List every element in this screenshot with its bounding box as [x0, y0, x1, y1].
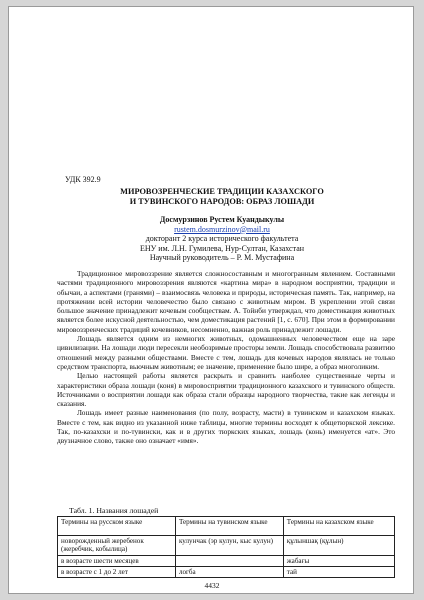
author-block [49, 215, 395, 263]
table-cell: логба [175, 566, 283, 577]
author-affiliation: ЕНУ им. Л.Н. Гумилева, Нур-Султан, Казахстан [139, 243, 305, 253]
udk-code: УДК 392.9 [65, 175, 101, 184]
table-caption: Табл. 1. Названия лошадей [69, 506, 159, 515]
paragraph-4: Лошадь имеет разные наименования (по полу, возрасту, масти) в тувинском и казахском языках. Вместе с тем, как видно из указанной ниже таблицы, многие термины восходят к общетюркской лексике. Так, по-казахски и по-тувински, как и в других тюркских языках, лошадь (конь) именуется «ат». Это двузначное слово, также оно означает «имя». [57, 408, 395, 446]
title-line-1: МИРОВОЗРЕНЧЕСКИЕ ТРАДИЦИИ КАЗАХСКОГО [120, 187, 324, 196]
supervisor: Научный руководитель – Р. М. Мустафина [149, 253, 295, 263]
table-cell: кулунчак (эр кулун, кыс кулун) [175, 536, 283, 556]
table-header-row [58, 517, 395, 536]
author-position: докторант 2 курса исторического факультета [145, 234, 299, 244]
table-row [58, 566, 395, 577]
page-number: 4432 [204, 581, 220, 590]
table-cell: в возрасте с 1 до 2 лет [58, 566, 176, 577]
table-row [58, 536, 395, 556]
table-row [58, 555, 395, 566]
author-name: Досмурзинов Рустем Куандыкулы [159, 215, 285, 224]
header-kazakh: Термины на казахском языке [283, 517, 394, 536]
table-cell: жабағы [283, 555, 394, 566]
table-cell: құлыншақ (құлын) [283, 536, 394, 556]
paragraph-2: Лошадь является одним из немногих животных, одомашненных человечеством еще на заре цивилизации. На лошади люди пересекли необозримые просторы земли. Лошадь способствовала развитию отношений между разными обществами. Вместе с тем, лошадь для кочевых народов являлась не только средством транспорта, вьючным животным; ее значение, применение было шире, а образ многоликим. [57, 334, 395, 371]
horse-names-table [57, 516, 395, 578]
header-tuvan: Термины на тувинском языке [175, 517, 283, 536]
title-line-2: И ТУВИНСКОГО НАРОДОВ: ОБРАЗ ЛОШАДИ [129, 197, 315, 206]
table-cell: тай [283, 566, 394, 577]
table-cell [175, 555, 283, 566]
paragraph-3: Целью настоящей работы является раскрыть и сравнить наиболее существенные черты и характеристики образа лошади (коня) в мировосприятии традиционного казахского и тувинского обществ. Источниками о восприятии лошади как образа стали образцы народного творчества, такие как легенды и сказания. [57, 371, 395, 409]
article-title [49, 187, 395, 207]
author-email-link[interactable]: rustem.dosmurzinov@mail.ru [174, 224, 270, 234]
paragraph-1: Традиционное мировоззрение является сложносоставным и многогранным явлением. Составными частями традиционного мировоззрения являются «картина мира» в народном восприятии, традиции и обычаи, а аспектами (гранями) – взаимосвязь человека и природы, историческая память. Так, например, на протяжении всей истории человечество было связано с животным миром. В укреплении этой связи большое значение принадлежит кочевым сообществам. А. Тойнби утверждал, что доместикация животных является более искусной деятельностью, чем доместикация растений [1, с. 670]. При этом в формировании мировоззренческих традиций кочевников, несомненно, важная роль принадлежит лошади. [57, 269, 395, 334]
header-russian: Термины на русском языке [58, 517, 176, 536]
article-body [57, 269, 395, 446]
document-page [8, 6, 414, 594]
table-cell: в возрасте шести месяцев [58, 555, 176, 566]
table-cell: новорожденный жеребенок (жеребчик, кобылица) [58, 536, 176, 556]
